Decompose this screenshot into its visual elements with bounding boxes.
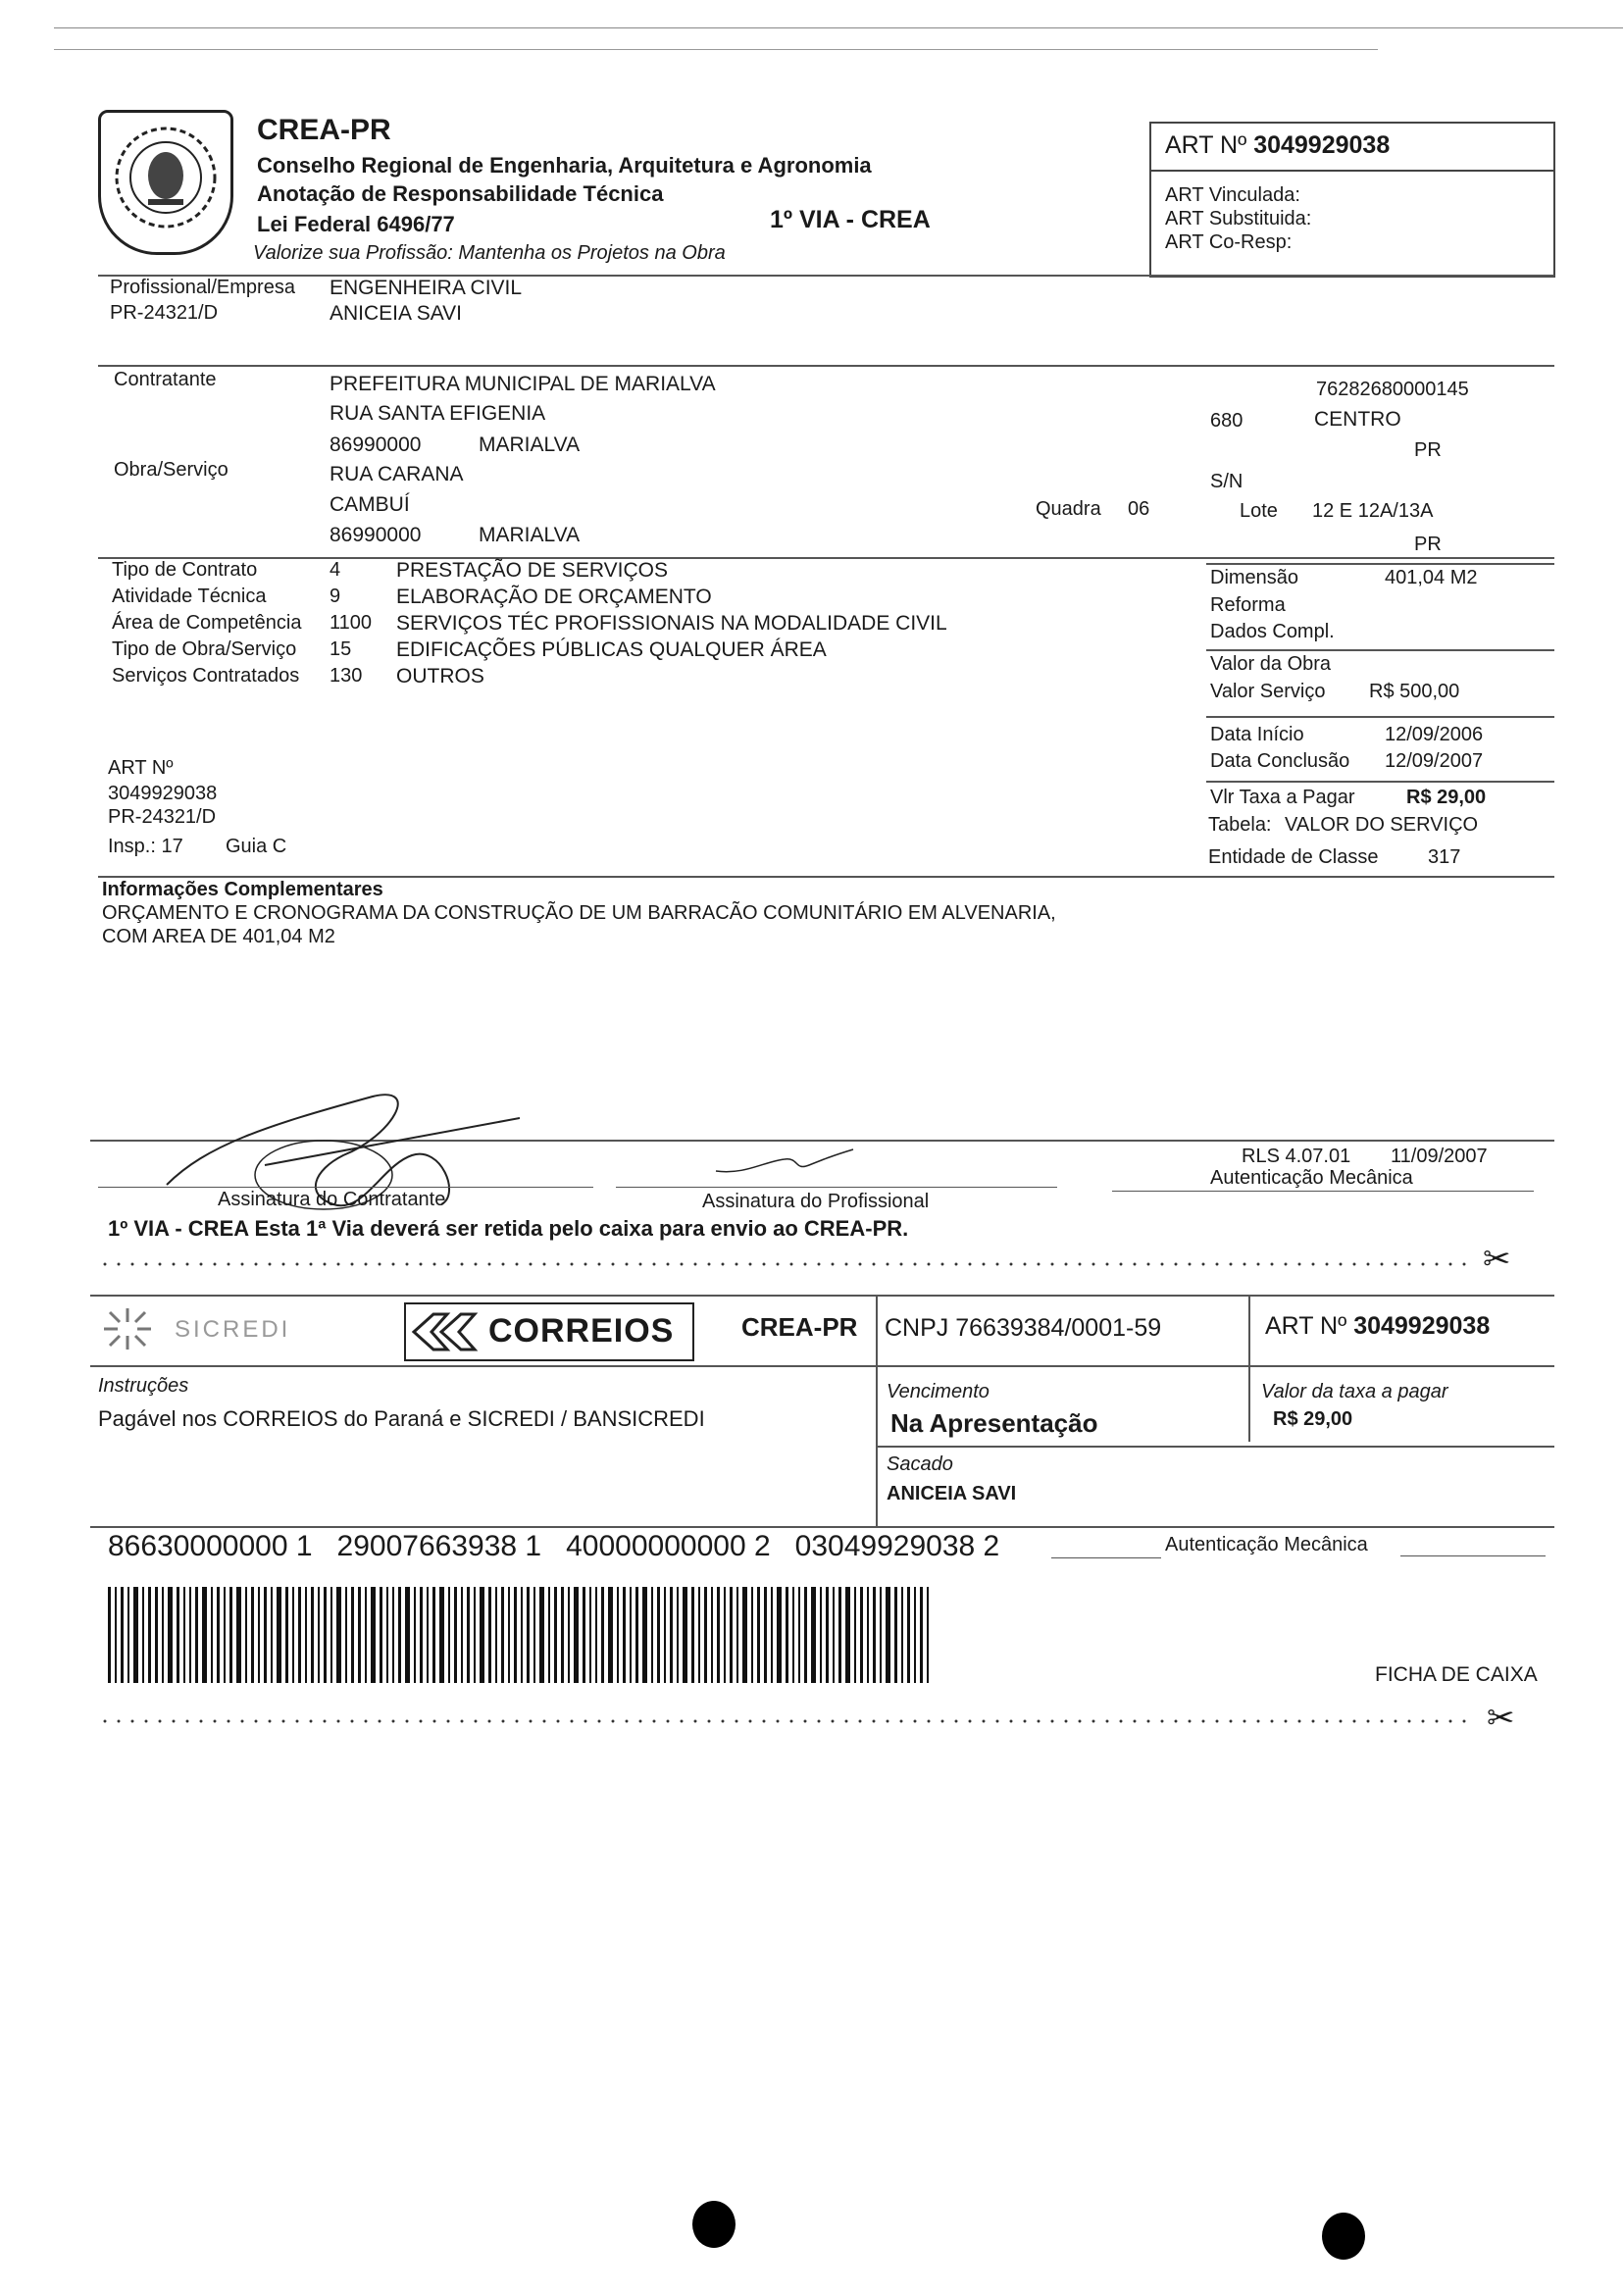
barcode-bar bbox=[751, 1587, 753, 1683]
barcode-bar bbox=[224, 1587, 226, 1683]
detalhe-desc: EDIFICAÇÕES PÚBLICAS QUALQUER ÁREA bbox=[396, 638, 827, 661]
contratante-numero: 680 bbox=[1210, 410, 1243, 432]
detalhe-desc: OUTROS bbox=[396, 665, 484, 688]
ficha-de-caixa: FICHA DE CAIXA bbox=[1375, 1663, 1538, 1686]
obra-quadra: 06 bbox=[1128, 498, 1150, 520]
profissional-nome: ANICEIA SAVI bbox=[330, 302, 462, 325]
instrucoes-text: Pagável nos CORREIOS do Paraná e SICREDI / BANSICREDI bbox=[98, 1406, 705, 1431]
sacado-value: ANICEIA SAVI bbox=[887, 1483, 1017, 1504]
barcode-bar bbox=[133, 1587, 138, 1683]
valor-servico-label: Valor Serviço bbox=[1210, 681, 1326, 702]
top-rule bbox=[54, 27, 1623, 28]
barcode-bar bbox=[345, 1587, 347, 1683]
org-short-name: CREA-PR bbox=[257, 114, 391, 146]
dados-compl-label: Dados Compl. bbox=[1210, 621, 1335, 642]
barcode-bar bbox=[189, 1587, 191, 1683]
contratante-bairro: CENTRO bbox=[1314, 408, 1401, 431]
via-label: 1º VIA - CREA bbox=[770, 206, 931, 233]
barcode-bar bbox=[698, 1587, 700, 1683]
info-line-1: ORÇAMENTO E CRONOGRAMA DA CONSTRUÇÃO DE UM BARRACÃO COMUNITÁRIO EM ALVENARIA, bbox=[102, 902, 1056, 924]
correios-logo-icon bbox=[408, 1308, 481, 1355]
barcode-bar bbox=[398, 1587, 401, 1683]
obra-lote: 12 E 12A/13A bbox=[1312, 500, 1434, 522]
detalhes-descs bbox=[396, 557, 947, 689]
barcode-bar bbox=[298, 1587, 301, 1683]
barcode-bar bbox=[127, 1587, 129, 1683]
barcode-bar bbox=[305, 1587, 307, 1683]
barcode-bar bbox=[108, 1587, 111, 1683]
barcode-bar bbox=[608, 1587, 613, 1683]
entidade-label: Entidade de Classe bbox=[1208, 846, 1379, 868]
sicredi-logo bbox=[98, 1304, 353, 1353]
barcode-bar bbox=[820, 1587, 822, 1683]
boleto-art-number: 3049929038 bbox=[1353, 1312, 1491, 1340]
boleto-crea: CREA-PR bbox=[741, 1312, 858, 1342]
vencimento-label: Vencimento bbox=[887, 1381, 990, 1402]
barcode-bar bbox=[927, 1587, 929, 1683]
obra-lote-label: Lote bbox=[1240, 500, 1278, 522]
barcode-bar bbox=[121, 1587, 124, 1683]
barcode-bar bbox=[461, 1587, 463, 1683]
barcode-bar bbox=[236, 1587, 241, 1683]
contratante-rua: RUA SANTA EFIGENIA bbox=[330, 402, 546, 425]
detalhe-code: 130 bbox=[330, 665, 363, 687]
detalhe-desc: SERVIÇOS TÉC PROFISSIONAIS NA MODALIDADE CIVIL bbox=[396, 612, 947, 635]
boleto-divider-2 bbox=[1248, 1295, 1250, 1442]
barcode-bar bbox=[677, 1587, 679, 1683]
detalhe-label: Atividade Técnica bbox=[112, 586, 267, 607]
barcode-bar bbox=[764, 1587, 767, 1683]
boleto-autenticacao-label: Autenticação Mecânica bbox=[1165, 1534, 1368, 1555]
barcode-bar bbox=[454, 1587, 457, 1683]
barcode-bar bbox=[371, 1587, 376, 1683]
barcode-bar bbox=[258, 1587, 260, 1683]
boleto-art-label: ART Nº bbox=[1265, 1312, 1347, 1340]
obra-numero: S/N bbox=[1210, 471, 1243, 492]
detalhe-label: Tipo de Contrato bbox=[112, 559, 258, 581]
art-number-box bbox=[1149, 122, 1555, 278]
info-line-2: COM AREA DE 401,04 M2 bbox=[102, 926, 335, 947]
barcode-bar bbox=[386, 1587, 388, 1683]
detalhe-desc: ELABORAÇÃO DE ORÇAMENTO bbox=[396, 586, 712, 608]
barcode-bar bbox=[474, 1587, 476, 1683]
obra-cidade: MARIALVA bbox=[479, 524, 581, 546]
boleto-art bbox=[1265, 1312, 1490, 1341]
barcode-bar bbox=[651, 1587, 653, 1683]
via-note bbox=[108, 1216, 908, 1242]
contratante-cep: 86990000 bbox=[330, 433, 422, 456]
barcode-bar bbox=[229, 1587, 232, 1683]
barcode-bar bbox=[155, 1587, 158, 1683]
tabela-value: VALOR DO SERVIÇO bbox=[1285, 814, 1479, 836]
rule-contratante bbox=[98, 365, 1554, 367]
barcode-bar bbox=[351, 1587, 354, 1683]
barcode-bar bbox=[142, 1587, 144, 1683]
barcode-bar bbox=[405, 1587, 410, 1683]
barcode-bar bbox=[195, 1587, 198, 1683]
barcode-bar bbox=[202, 1587, 207, 1683]
rule-datas bbox=[1206, 716, 1554, 718]
taxa-label: Vlr Taxa a Pagar bbox=[1210, 787, 1355, 808]
barcode-bar bbox=[786, 1587, 788, 1683]
correios-text: CORREIOS bbox=[488, 1312, 675, 1350]
barcode-bar bbox=[589, 1587, 591, 1683]
barcode-bar bbox=[533, 1587, 535, 1683]
rule-dados-dir bbox=[1206, 563, 1554, 565]
barcode-bar bbox=[920, 1587, 923, 1683]
valor-value: R$ 29,00 bbox=[1273, 1408, 1353, 1430]
art-box-divider bbox=[1151, 170, 1553, 172]
barcode-bar bbox=[595, 1587, 597, 1683]
barcode-bar bbox=[901, 1587, 903, 1683]
rule-info bbox=[98, 876, 1554, 878]
barcode-bar bbox=[623, 1587, 626, 1683]
profissional-signature bbox=[706, 1142, 863, 1181]
crea-seal-logo bbox=[98, 110, 233, 255]
barcode-bar bbox=[211, 1587, 213, 1683]
barcode-bar bbox=[358, 1587, 361, 1683]
detalhes-labels bbox=[112, 557, 301, 689]
assinatura-contratante-label: Assinatura do Contratante bbox=[218, 1189, 446, 1210]
barcode-bar bbox=[880, 1587, 882, 1683]
detalhe-code: 15 bbox=[330, 638, 352, 660]
art-left-label: ART Nº bbox=[108, 757, 174, 779]
barcode-bar bbox=[217, 1587, 220, 1683]
barcode-bar bbox=[826, 1587, 829, 1683]
barcode-bar bbox=[860, 1587, 863, 1683]
barcode-bar bbox=[601, 1587, 604, 1683]
boleto-rule-4 bbox=[90, 1526, 1554, 1528]
obra-bairro: CAMBUÍ bbox=[330, 493, 410, 516]
info-title: Informações Complementares bbox=[102, 879, 383, 900]
reforma-label: Reforma bbox=[1210, 594, 1286, 616]
barcode-bar bbox=[277, 1587, 281, 1683]
detalhe-label: Área de Competência bbox=[112, 612, 302, 634]
detalhe-code: 1100 bbox=[330, 612, 373, 634]
correios-logo bbox=[404, 1302, 694, 1361]
dimensao-label: Dimensão bbox=[1210, 567, 1299, 588]
punch-hole-left bbox=[692, 2201, 736, 2248]
line-assinatura-contratante bbox=[98, 1187, 593, 1188]
barcode-bar bbox=[568, 1587, 570, 1683]
barcode-bar bbox=[854, 1587, 856, 1683]
barcode-bar bbox=[495, 1587, 497, 1683]
barcode-bar bbox=[365, 1587, 367, 1683]
cut-line-1 bbox=[98, 1261, 1471, 1267]
barcode-bar bbox=[804, 1587, 807, 1683]
barcode-bar bbox=[168, 1587, 173, 1683]
valor-label: Valor da taxa a pagar bbox=[1261, 1381, 1448, 1402]
data-conclusao-label: Data Conclusão bbox=[1210, 750, 1350, 772]
rls-date: 11/09/2007 bbox=[1391, 1146, 1488, 1167]
profissional-titulo: ENGENHEIRA CIVIL bbox=[330, 277, 523, 299]
rule-valor bbox=[1206, 649, 1554, 651]
sicredi-text: SICREDI bbox=[175, 1316, 291, 1343]
art-number: 3049929038 bbox=[1253, 131, 1391, 159]
autenticacao-label: Autenticação Mecânica bbox=[1210, 1167, 1413, 1189]
art-label: ART Nº bbox=[1165, 131, 1247, 159]
law-reference: Lei Federal 6496/77 bbox=[257, 212, 455, 236]
contratante-cnpj: 76282680000145 bbox=[1316, 379, 1469, 400]
boleto-rule-2 bbox=[90, 1365, 1554, 1367]
barcode-bar bbox=[711, 1587, 713, 1683]
barcode-bar bbox=[380, 1587, 382, 1683]
art-left-number: 3049929038 bbox=[108, 783, 218, 804]
contratante-label: Contratante bbox=[114, 369, 217, 390]
scissors-icon: ✂ bbox=[1487, 1700, 1515, 1737]
barcode-bar bbox=[742, 1587, 747, 1683]
barcode-bar bbox=[508, 1587, 510, 1683]
barcode-bar bbox=[771, 1587, 773, 1683]
barcode-bar bbox=[251, 1587, 254, 1683]
line-autenticacao bbox=[1112, 1191, 1534, 1192]
barcode-bar bbox=[907, 1587, 910, 1683]
data-inicio: 12/09/2006 bbox=[1385, 724, 1484, 745]
line-assinatura-profissional bbox=[616, 1187, 1057, 1188]
art-coresp: ART Co-Resp: bbox=[1165, 231, 1293, 253]
barcode-bar bbox=[183, 1587, 185, 1683]
boleto-rule-3 bbox=[876, 1446, 1554, 1448]
barcode-bar bbox=[798, 1587, 800, 1683]
cut-line-2 bbox=[98, 1718, 1471, 1724]
barcode-bar bbox=[792, 1587, 794, 1683]
barcode-bar bbox=[886, 1587, 890, 1683]
art-left-insp: Insp.: 17 bbox=[108, 836, 183, 857]
scissors-icon: ✂ bbox=[1483, 1241, 1511, 1278]
entidade-value: 317 bbox=[1428, 846, 1461, 868]
barcode-bar bbox=[392, 1587, 394, 1683]
barcode-bar bbox=[704, 1587, 707, 1683]
barcode bbox=[108, 1587, 939, 1683]
barcode-bar bbox=[527, 1587, 530, 1683]
barcode-bar bbox=[148, 1587, 151, 1683]
barcode-bar bbox=[271, 1587, 273, 1683]
barcode-bar bbox=[561, 1587, 564, 1683]
barcode-bar bbox=[245, 1587, 247, 1683]
barcode-bar bbox=[548, 1587, 550, 1683]
boleto-top-rule bbox=[90, 1295, 1554, 1297]
line-autenticacao-boleto-2 bbox=[1400, 1555, 1546, 1556]
barcode-bar bbox=[894, 1587, 897, 1683]
barcode-bar bbox=[630, 1587, 632, 1683]
boleto-cnpj: CNPJ 76639384/0001-59 bbox=[885, 1314, 1162, 1342]
barcode-bar bbox=[838, 1587, 841, 1683]
data-inicio-label: Data Início bbox=[1210, 724, 1304, 745]
art-substituida: ART Substituida: bbox=[1165, 208, 1312, 229]
barcode-bar bbox=[264, 1587, 267, 1683]
vencimento-value: Na Apresentação bbox=[890, 1408, 1098, 1438]
boleto-divider-1 bbox=[876, 1295, 878, 1526]
barcode-bar bbox=[730, 1587, 733, 1683]
top-rule-2 bbox=[54, 49, 1378, 50]
barcode-bar bbox=[583, 1587, 585, 1683]
via-note-prefix: 1º VIA - CREA bbox=[108, 1216, 249, 1241]
punch-hole-right bbox=[1322, 2213, 1365, 2260]
valor-servico: R$ 500,00 bbox=[1369, 681, 1460, 702]
obra-cep: 86990000 bbox=[330, 524, 422, 546]
barcode-bar bbox=[833, 1587, 835, 1683]
barcode-bar bbox=[336, 1587, 341, 1683]
slogan: Valorize sua Profissão: Mantenha os Projetos na Obra bbox=[253, 242, 726, 264]
barcode-bar bbox=[914, 1587, 916, 1683]
org-full-name: Conselho Regional de Engenharia, Arquitetura e Agronomia bbox=[257, 153, 872, 178]
detalhe-label: Serviços Contratados bbox=[112, 665, 300, 687]
data-conclusao: 12/09/2007 bbox=[1385, 750, 1484, 772]
barcode-bar bbox=[439, 1587, 444, 1683]
barcode-bar bbox=[867, 1587, 869, 1683]
barcode-bar bbox=[330, 1587, 332, 1683]
tabela-label: Tabela: bbox=[1208, 814, 1272, 836]
art-left-guia: Guia C bbox=[226, 836, 287, 857]
profissional-label: Profissional/Empresa bbox=[110, 277, 295, 298]
barcode-bar bbox=[757, 1587, 760, 1683]
rls-code: RLS 4.07.01 bbox=[1242, 1146, 1351, 1167]
barcode-bar bbox=[724, 1587, 726, 1683]
assinatura-profissional-label: Assinatura do Profissional bbox=[702, 1191, 930, 1212]
barcode-bar bbox=[177, 1587, 179, 1683]
detalhe-code: 4 bbox=[330, 559, 341, 581]
barcode-bar bbox=[480, 1587, 484, 1683]
rule-profissional bbox=[98, 275, 1554, 277]
art-vinculada: ART Vinculada: bbox=[1165, 184, 1300, 206]
barcode-bar bbox=[657, 1587, 660, 1683]
barcode-bar bbox=[311, 1587, 314, 1683]
barcode-bar bbox=[736, 1587, 738, 1683]
barcode-bar bbox=[115, 1587, 117, 1683]
instrucoes-label: Instruções bbox=[98, 1375, 189, 1397]
barcode-bar bbox=[318, 1587, 320, 1683]
barcode-bar bbox=[448, 1587, 450, 1683]
barcode-bar bbox=[717, 1587, 720, 1683]
barcode-bar bbox=[501, 1587, 504, 1683]
barcode-bar bbox=[414, 1587, 416, 1683]
barcode-bar bbox=[324, 1587, 327, 1683]
crea-seal-icon bbox=[101, 113, 230, 252]
profissional-registro: PR-24321/D bbox=[110, 302, 219, 324]
barcode-bar bbox=[617, 1587, 619, 1683]
barcode-bar bbox=[574, 1587, 579, 1683]
barcode-bar bbox=[664, 1587, 666, 1683]
barcode-bar bbox=[777, 1587, 782, 1683]
barcode-bar bbox=[642, 1587, 647, 1683]
detalhes-codes bbox=[330, 557, 372, 689]
obra-quadra-label: Quadra bbox=[1036, 498, 1101, 520]
obra-rua: RUA CARANA bbox=[330, 463, 464, 485]
obra-uf: PR bbox=[1414, 534, 1442, 555]
barcode-bar bbox=[432, 1587, 435, 1683]
line-autenticacao-boleto-1 bbox=[1051, 1557, 1161, 1558]
barcode-bar bbox=[635, 1587, 638, 1683]
barcode-bar bbox=[162, 1587, 164, 1683]
barcode-bar bbox=[683, 1587, 687, 1683]
barcode-bar bbox=[845, 1587, 850, 1683]
barcode-bar bbox=[539, 1587, 544, 1683]
via-note-text: Esta 1ª Via deverá ser retida pelo caixa para envio ao CREA-PR. bbox=[254, 1216, 909, 1241]
obra-label: Obra/Serviço bbox=[114, 459, 228, 481]
barcode-bar bbox=[811, 1587, 816, 1683]
art-left-registro: PR-24321/D bbox=[108, 806, 217, 828]
barcode-bar bbox=[514, 1587, 517, 1683]
barcode-bar bbox=[670, 1587, 673, 1683]
rule-taxa bbox=[1206, 781, 1554, 783]
barcode-bar bbox=[488, 1587, 491, 1683]
dimensao-value: 401,04 M2 bbox=[1385, 567, 1478, 588]
doc-type: Anotação de Responsabilidade Técnica bbox=[257, 181, 664, 206]
contratante-nome: PREFEITURA MUNICIPAL DE MARIALVA bbox=[330, 373, 716, 395]
barcode-bar bbox=[554, 1587, 557, 1683]
barcode-bar bbox=[691, 1587, 694, 1683]
barcode-bar bbox=[521, 1587, 523, 1683]
sicredi-logo-icon bbox=[98, 1304, 157, 1353]
detalhe-desc: PRESTAÇÃO DE SERVIÇOS bbox=[396, 559, 668, 582]
barcode-bar bbox=[427, 1587, 429, 1683]
barcode-bar bbox=[467, 1587, 470, 1683]
barcode-bar bbox=[292, 1587, 294, 1683]
contratante-uf: PR bbox=[1414, 439, 1442, 461]
valor-obra-label: Valor da Obra bbox=[1210, 653, 1332, 675]
contratante-cidade: MARIALVA bbox=[479, 433, 581, 456]
barcode-bar bbox=[420, 1587, 423, 1683]
barcode-bar bbox=[873, 1587, 876, 1683]
detalhe-code: 9 bbox=[330, 586, 341, 607]
sacado-label: Sacado bbox=[887, 1453, 953, 1475]
barcode-bar bbox=[285, 1587, 288, 1683]
linha-digitavel: 86630000000 1 29007663938 1 40000000000 2 03049929038 2 bbox=[108, 1530, 1000, 1562]
detalhe-label: Tipo de Obra/Serviço bbox=[112, 638, 297, 660]
taxa-value: R$ 29,00 bbox=[1406, 787, 1487, 808]
